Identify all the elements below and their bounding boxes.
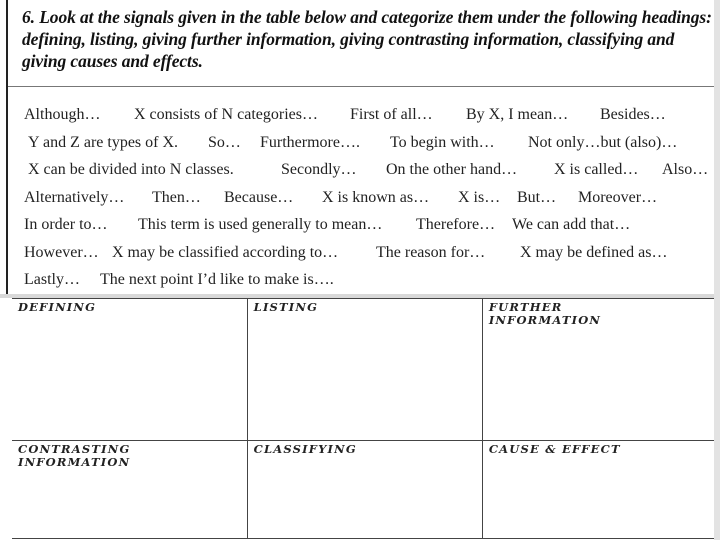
cell-defining (12, 299, 247, 441)
heading-defining: DEFINING (18, 300, 97, 314)
signal-phrase: Alternatively… (24, 189, 125, 206)
signal-phrase: X can be divided into N classes. (28, 161, 234, 178)
signal-row (22, 271, 712, 295)
cell-further-information (482, 299, 717, 441)
signal-phrase: The next point I’d like to make is…. (100, 271, 334, 288)
signal-phrase: X is known as… (322, 189, 430, 206)
divider (8, 86, 714, 87)
signal-row (22, 134, 712, 158)
signal-phrase: By X, I mean… (466, 106, 569, 123)
heading-contrasting-information: CONTRASTING INFORMATION (18, 442, 131, 469)
signal-row (22, 189, 712, 213)
signal-row (22, 106, 712, 130)
signal-phrase: Lastly… (24, 271, 80, 288)
signal-phrase: However… (24, 244, 99, 261)
signal-phrase: Not only…but (also)… (528, 134, 678, 151)
signal-phrase: X is… (458, 189, 501, 206)
signal-phrase: Y and Z are types of X. (28, 134, 179, 151)
signal-phrase: We can add that… (512, 216, 631, 233)
signal-phrase: To begin with… (390, 134, 495, 151)
heading-cause-effect: CAUSE & EFFECT (488, 442, 621, 456)
categorization-table (12, 298, 718, 539)
cell-contrasting-information (12, 441, 247, 539)
signal-phrase: X may be defined as… (520, 244, 668, 261)
signal-phrase: On the other hand… (386, 161, 518, 178)
heading-further-information: FURTHER INFORMATION (488, 300, 602, 327)
signal-phrase: X may be classified according to… (112, 244, 339, 261)
signal-phrase: Furthermore…. (260, 134, 360, 151)
cell-classifying (247, 441, 482, 539)
signal-phrase: Also… (662, 161, 709, 178)
signal-phrase: This term is used generally to mean… (138, 216, 383, 233)
signal-phrase: First of all… (350, 106, 433, 123)
signal-phrase: Besides… (600, 106, 666, 123)
signal-phrase: But… (517, 189, 557, 206)
signal-phrase: Secondly… (281, 161, 357, 178)
heading-listing: LISTING (253, 300, 319, 314)
signal-row (22, 244, 712, 268)
signal-row (22, 161, 712, 185)
signal-phrase: The reason for… (376, 244, 486, 261)
signal-phrase: Although… (24, 106, 101, 123)
exercise-instruction: 6. Look at the signals given in the table below and categorize them under the following headings: defining, listing, giving further information, giving contrasting information, classifying and giving causes and effects. (22, 7, 712, 71)
cell-cause-effect (482, 441, 717, 539)
signal-phrase: X consists of N categories… (134, 106, 318, 123)
signal-phrase: X is called… (554, 161, 639, 178)
signal-phrase: In order to… (24, 216, 108, 233)
signal-phrase: Moreover… (578, 189, 658, 206)
heading-classifying: CLASSIFYING (253, 442, 357, 456)
cell-listing (247, 299, 482, 441)
page-edge (714, 0, 720, 540)
signal-phrase: Because… (224, 189, 294, 206)
signal-row (22, 216, 712, 240)
signal-phrase: Then… (152, 189, 201, 206)
signal-phrase: So… (208, 134, 241, 151)
exercise-panel (6, 0, 716, 294)
signal-phrase: Therefore… (416, 216, 496, 233)
categorization-table-frame (6, 298, 716, 540)
